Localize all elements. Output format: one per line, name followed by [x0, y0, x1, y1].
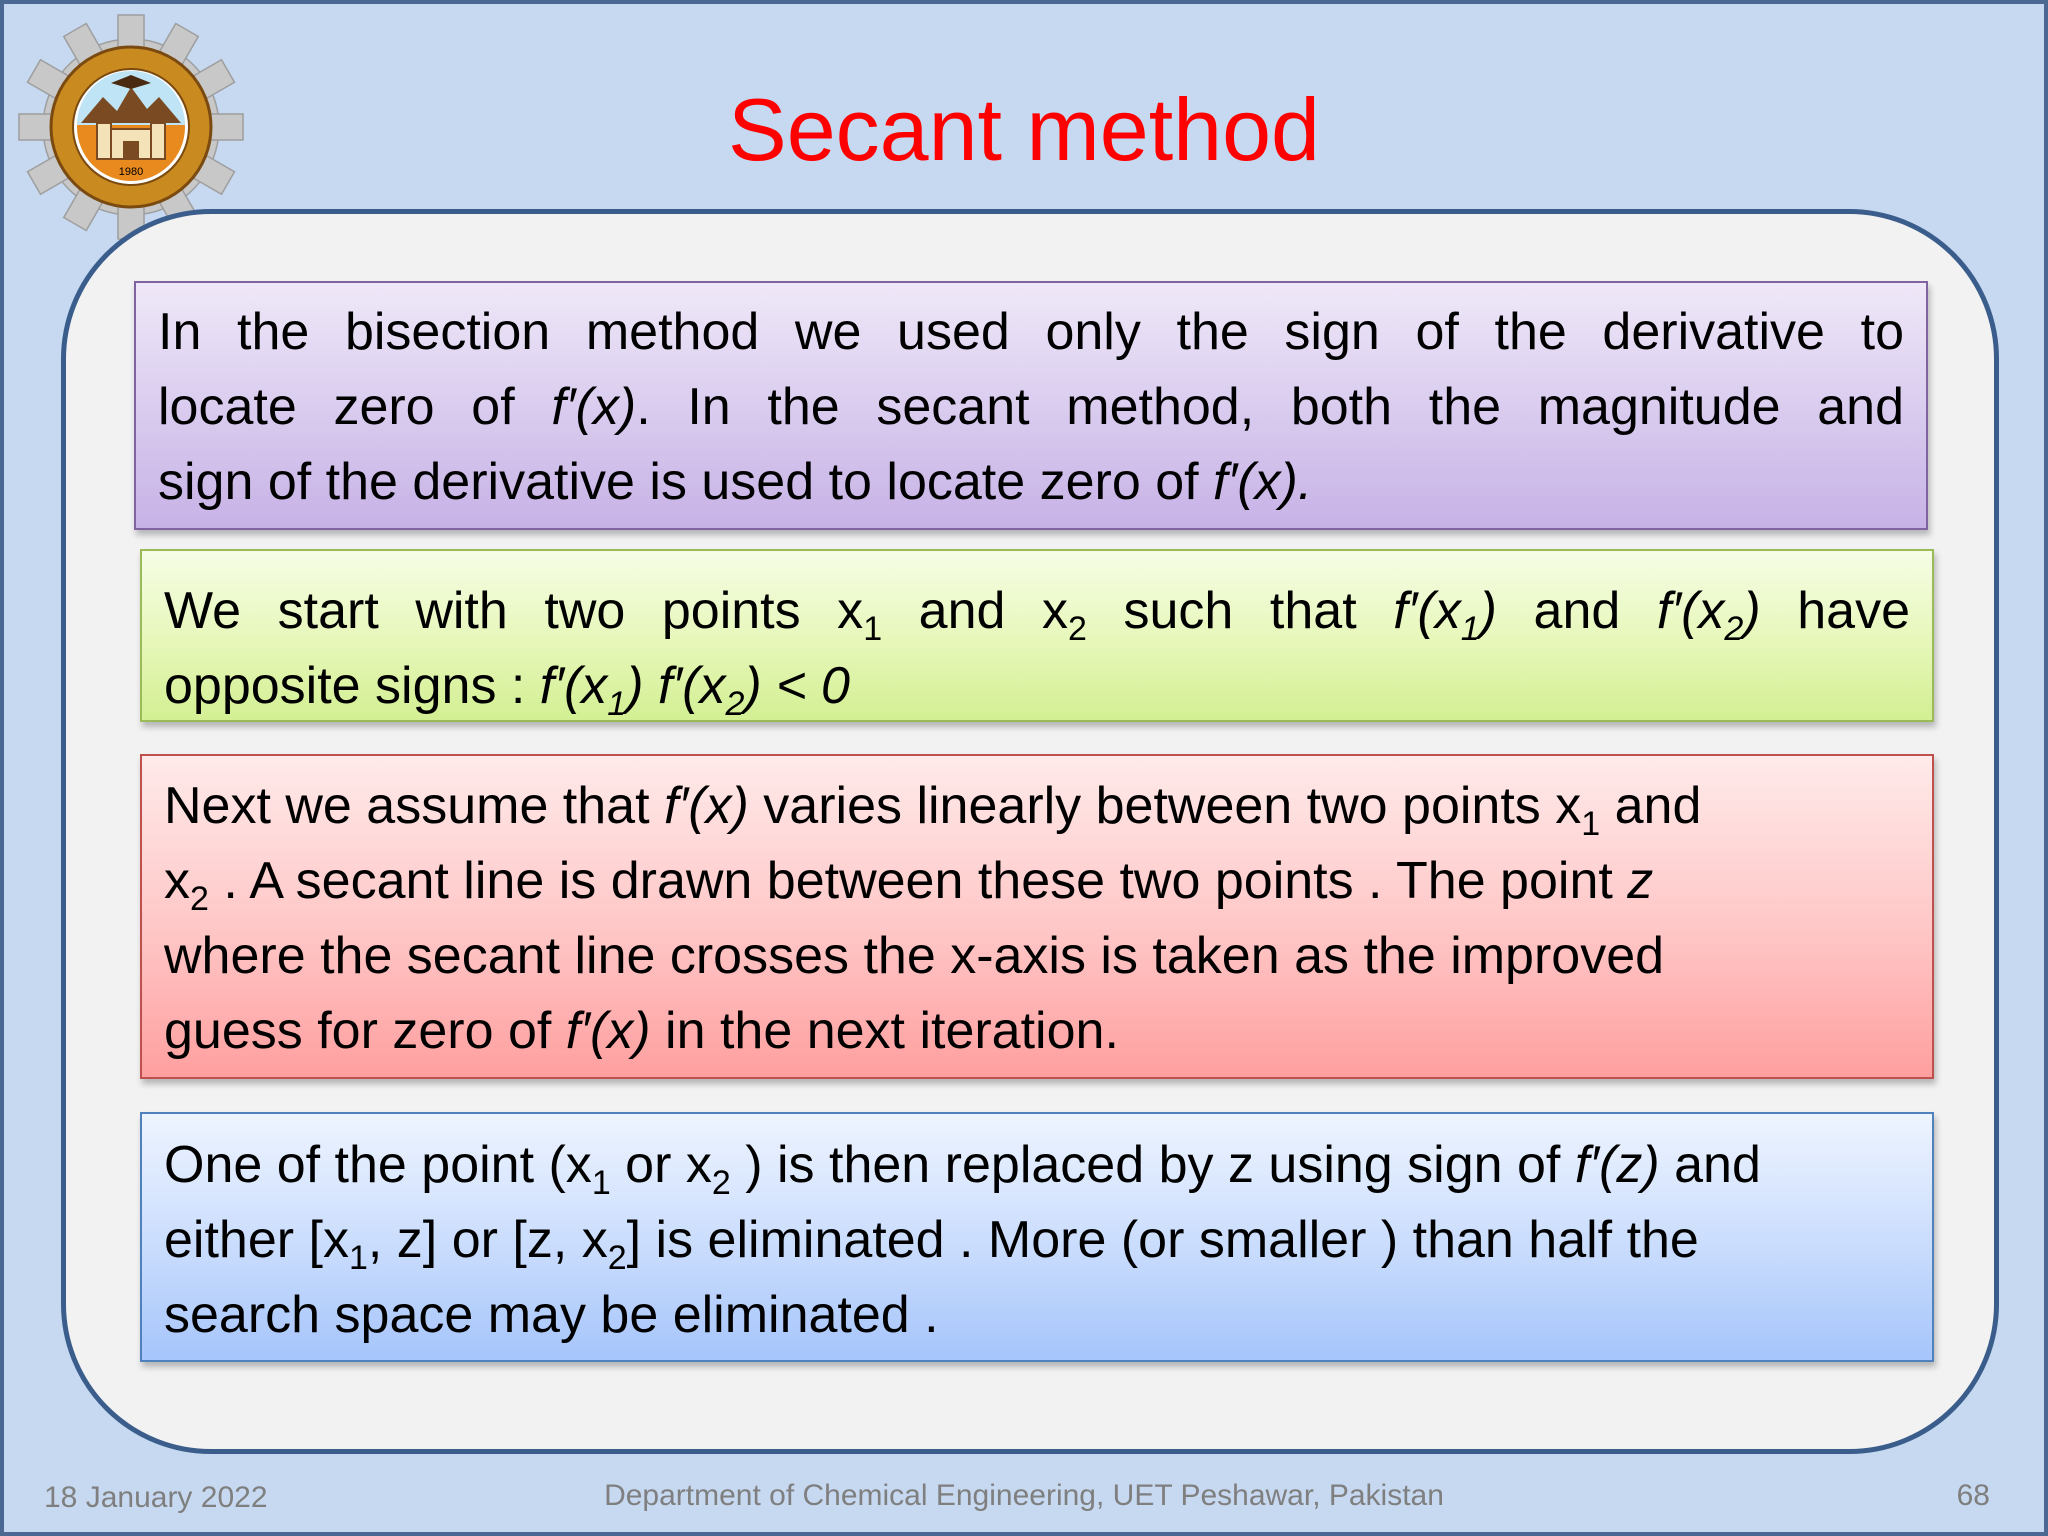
box3-line-3: where the secant line crosses the x-axis is taken as the improved — [164, 927, 1665, 985]
box1-line-3: sign of the derivative is used to locate zero of f′(x). — [158, 453, 1313, 511]
box4-line-1: One of the point ($x_1$ or $x_2$ ) is then replaced by z using sign of f′(z) and — [164, 1136, 1761, 1202]
box2-line-2: opposite signs : $f'(x_1) f'(x_2) < 0$ — [164, 657, 850, 723]
box4-line-3: search space may be eliminated . — [164, 1286, 939, 1344]
secant-line-box — [140, 754, 1934, 1079]
box1-line-1: In the bisection method we used only the sign of the derivative to — [158, 303, 1904, 361]
box4-line-2: either [$x_1$, z] or [z, $x_2$] is eliminated . More (or smaller ) than half the — [164, 1211, 1699, 1277]
footer-date: 18 January 2022 — [44, 1481, 268, 1514]
box3-line-2: $x_2$ . A secant line is drawn between these two points . The point z — [164, 852, 1654, 918]
bisection-vs-secant-box — [134, 281, 1928, 530]
starting-points-box — [140, 549, 1934, 722]
slide-number: 68 — [1956, 1479, 1990, 1512]
svg-text:1980: 1980 — [118, 166, 144, 178]
footer-department: Department of Chemical Engineering, UET Peshawar, Pakistan — [604, 1479, 1444, 1512]
elimination-box — [140, 1112, 1934, 1362]
slide-title: Secant method — [728, 80, 1320, 179]
box2-line-1: We start with two points $x_1$ and $x_2$ such that $f'(x_1)$ and $f'(x_2)$ have — [164, 582, 1910, 648]
box1-line-2: locate zero of f′(x). In the secant method, both the magnitude and — [158, 378, 1905, 436]
box3-line-1: Next we assume that f′(x) varies linearly between two points $x_1$ and — [164, 777, 1702, 843]
box3-line-4: guess for zero of f′(x) in the next iteration. — [164, 1002, 1119, 1060]
